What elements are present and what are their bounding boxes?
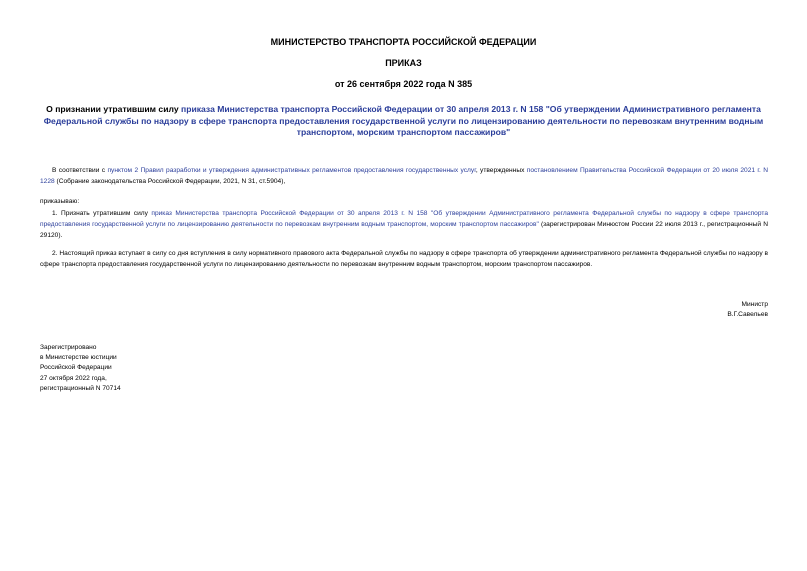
paragraph-basis (40, 166, 768, 188)
signature-block (727, 300, 768, 320)
ministry-name: МИНИСТЕРСТВО ТРАНСПОРТА РОССИЙСКОЙ ФЕДЕРАЦИИ (270, 37, 537, 47)
registration-line: Российской Федерации (40, 364, 112, 372)
link-order-158[interactable]: приказ Министерства транспорта Российской Федерации от 30 апреля 2013 г. N 158 "Об утверждении Административного регламента Федеральной службы по надзору в сфере транспорта предоставления государственной услуги по лицензированию деятельности по перевозкам внутренним водным транспортом, морским транспортом пассажиров" (40, 210, 768, 228)
order-word: приказываю: (40, 198, 80, 205)
link-government-decree-1228[interactable]: постановлением Правительства Российской Федерации от 20 июля 2021 г. N 1228 (40, 167, 769, 185)
heading-link-order-158[interactable]: приказа Министерства транспорта Российской Федерации от 30 апреля 2013 г. N 158 "Об утверждении Административного регламента Федеральной службы по надзору в сфере транспорта предоставления государственной услуги по лицензированию деятельности по перевозкам внутренним водным транспортом, морским транспортом пассажиров" (43, 104, 764, 137)
registration-line: 27 октября 2022 года, (40, 374, 107, 382)
p2-text-a: 1. Признать утратившим силу (52, 210, 152, 217)
heading-prefix: О признании утратившим силу (46, 104, 181, 114)
signature-name: В.Г.Савельев (727, 311, 768, 318)
paragraph-item-2: 2. Настоящий приказ вступает в силу со дня вступления в силу нормативного правового акта Федеральной службы по надзору в сфере транспорта об утверждении административного регламента Федеральной службы по надзору в сфере транспорта предоставления государственной услуги по лицензированию деятельности по перевозкам внутренним водным транспортом, морским транспортом пассажиров. (40, 250, 768, 268)
p2-text-b: (зарегистрирован Минюстом России 22 июля 2013 г., регистрационный N 29120). (40, 220, 769, 239)
p1-text-a: В соответствии с (52, 167, 108, 174)
link-rules-point-2[interactable]: пунктом 2 Правил разработки и утверждения административных регламентов предоставления государственных услуг (107, 167, 476, 174)
document-type: ПРИКАЗ (385, 58, 422, 68)
registration-line: в Министерстве юстиции (40, 354, 117, 362)
document-heading (40, 104, 767, 139)
registration-block (40, 343, 121, 394)
signature-position: Министр (741, 301, 768, 308)
registration-line: регистрационный N 70714 (40, 384, 121, 392)
paragraph-item-1 (40, 209, 768, 241)
p1-text-b: , утвержденных (475, 167, 527, 174)
document-date-number: от 26 сентября 2022 года N 385 (334, 79, 473, 89)
p1-text-c: (Собрание законодательства Российской Федерации, 2021, N 31, ст.5904), (54, 177, 286, 185)
registration-line: Зарегистрировано (40, 344, 97, 351)
